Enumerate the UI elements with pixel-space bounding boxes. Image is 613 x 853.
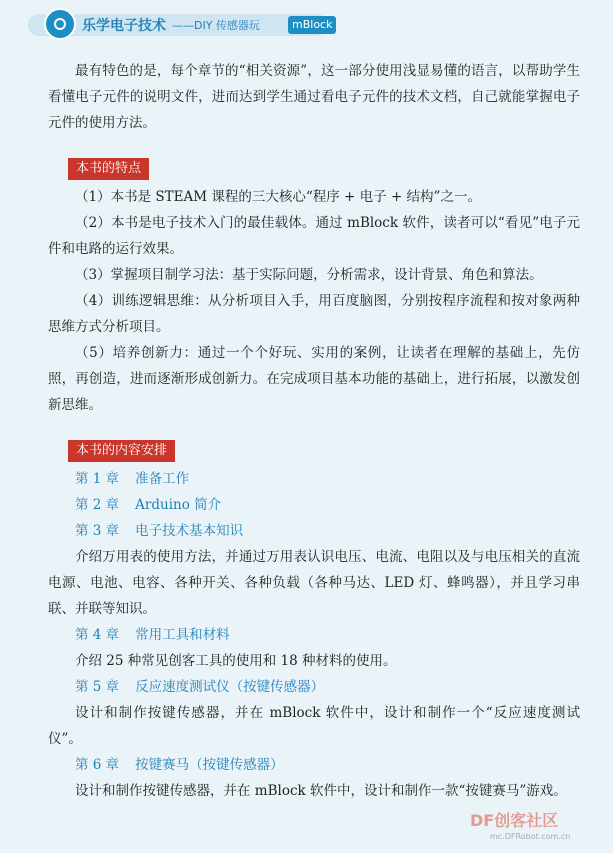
chapter-description: 设计和制作按键传感器，并在 mBlock 软件中，设计和制作一款“按键赛马”游戏。 [75, 783, 567, 799]
chapter-title: Arduino 简介 [135, 497, 222, 513]
section-label-contents: 本书的内容安排 [68, 440, 181, 462]
feature-item: （3）掌握项目制学习法：基于实际问题，分析需求，设计背景、角色和算法。 [75, 267, 543, 283]
chapter-number: 第 4 章 [75, 627, 120, 643]
header-title: 乐学电子技术 [82, 18, 166, 34]
chapter-description: 介绍 25 种常见创客工具的使用和 18 种材料的使用。 [75, 653, 397, 669]
chapter-title: 准备工作 [135, 471, 190, 487]
feature-item: （2）本书是电子技术入门的最佳载体。通过 mBlock 软件，读者可以“看见”电子元件和电路的运行效果。 [48, 215, 580, 257]
section-label-features: 本书的特点 [68, 158, 155, 180]
watermark-text: DF创客社区 [470, 811, 559, 830]
intro-paragraph: 最有特色的是，每个章节的“相关资源”，这一部分使用浅显易懂的语言，以帮助学生看懂电子元件的说明文件，进而达到学生通过看电子元件的技术文档，自己就能掌握电子元件的使用方法。 [48, 63, 580, 131]
chapter-heading [48, 622, 580, 648]
chapter-heading [48, 492, 580, 518]
gear-logo-icon [44, 8, 76, 40]
chapter-heading [48, 674, 580, 700]
chapter-heading [48, 466, 580, 492]
chapter-heading [48, 518, 580, 544]
chapter-title: 常用工具和材料 [135, 627, 230, 643]
chapter-description: 介绍万用表的使用方法，并通过万用表认识电压、电流、电阻以及与电压相关的直流电源、电池、电容、各种开关、各种负载（各种马达、LED 灯、蜂鸣器），并且学习串联、并联等知识。 [48, 549, 580, 617]
chapter-title: 电子技术基本知识 [135, 523, 244, 539]
chapter-number: 第 6 章 [75, 757, 120, 773]
chapter-description: 设计和制作按键传感器，并在 mBlock 软件中，设计和制作一个“反应速度测试仪”。 [48, 705, 580, 747]
chapter-heading [48, 752, 580, 778]
watermark-url: mc.DFRobot.com.cn [490, 832, 571, 841]
feature-item: （5）培养创新力：通过一个个好玩、实用的案例，让读者在理解的基础上，先仿照，再创造，进而逐渐形成创新力。在完成项目基本功能的基础上，进行拓展，以激发创新思维。 [48, 345, 580, 413]
page-header [0, 0, 613, 46]
chapter-number: 第 5 章 [75, 679, 120, 695]
feature-item: （1）本书是 STEAM 课程的三大核心“程序 + 电子 + 结构”之一。 [75, 189, 481, 205]
chapter-number: 第 2 章 [75, 497, 120, 513]
chapter-number: 第 3 章 [75, 523, 120, 539]
header-tag: mBlock [288, 16, 336, 34]
feature-item: （4）训练逻辑思维：从分析项目入手，用百度脑图，分别按程序流程和按对象两种思维方式分析项目。 [48, 293, 580, 335]
chapter-number: 第 1 章 [75, 471, 120, 487]
chapter-title: 按键赛马（按键传感器） [135, 757, 284, 773]
header-subtitle: ——DIY 传感器玩 [172, 19, 260, 32]
page-content [48, 58, 580, 804]
chapter-title: 反应速度测试仪（按键传感器） [135, 679, 325, 695]
